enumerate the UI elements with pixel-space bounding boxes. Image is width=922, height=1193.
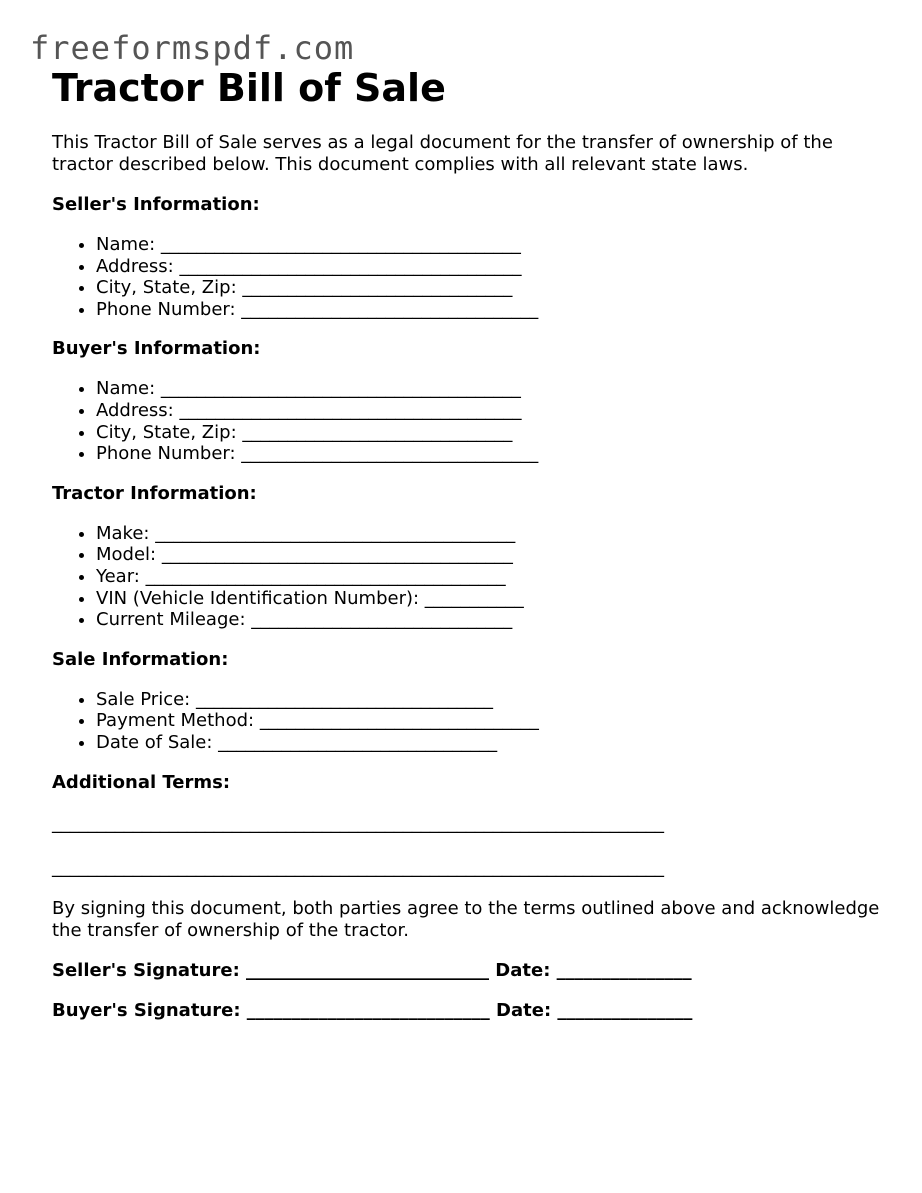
seller-city-state-zip-field[interactable]: • City, State, Zip: ______________________________ bbox=[96, 277, 882, 299]
closing-paragraph: By signing this document, both parties agree to the terms outlined above and acknowledge the transfer of ownership of the tractor. bbox=[52, 897, 880, 941]
additional-terms-heading: Additional Terms: bbox=[52, 771, 231, 793]
page-title: Tractor Bill of Sale bbox=[52, 66, 446, 110]
buyer-fields-list bbox=[52, 378, 882, 464]
seller-fields-list bbox=[52, 234, 882, 320]
seller-section-heading: Seller's Information: bbox=[52, 194, 260, 215]
tractor-mileage-field[interactable]: • Current Mileage: _____________________________ bbox=[96, 609, 882, 631]
buyer-signature-line[interactable]: Buyer's Signature: ___________________________ Date: _______________ bbox=[52, 999, 693, 1021]
date-of-sale-field[interactable]: • Date of Sale: _______________________________ bbox=[96, 732, 882, 754]
sale-fields-list bbox=[52, 689, 882, 754]
buyer-address-field[interactable]: • Address: ______________________________________ bbox=[96, 400, 882, 422]
tractor-model-field[interactable]: • Model: _______________________________________ bbox=[96, 544, 882, 566]
sale-section-heading: Sale Information: bbox=[52, 648, 229, 670]
payment-method-field[interactable]: • Payment Method: _______________________________ bbox=[96, 710, 882, 732]
buyer-phone-field[interactable]: • Phone Number: _________________________________ bbox=[96, 443, 882, 465]
additional-terms-line[interactable]: ____________________________________________________________________ bbox=[52, 812, 664, 834]
tractor-year-field[interactable]: • Year: ________________________________________ bbox=[96, 566, 882, 588]
buyer-name-field[interactable]: • Name: ________________________________________ bbox=[96, 378, 882, 400]
additional-terms-block bbox=[52, 813, 882, 879]
seller-phone-field[interactable]: • Phone Number: _________________________________ bbox=[96, 299, 882, 321]
additional-terms-line[interactable]: ____________________________________________________________________ bbox=[52, 856, 664, 878]
seller-name-field[interactable]: • Name: ________________________________________ bbox=[96, 234, 882, 256]
document-body bbox=[52, 64, 882, 1022]
sale-price-field[interactable]: • Sale Price: _________________________________ bbox=[96, 689, 882, 711]
tractor-vin-field[interactable]: • VIN (Vehicle Identification Number): ___________ bbox=[96, 588, 882, 610]
tractor-make-field[interactable]: • Make: ________________________________________ bbox=[96, 523, 882, 545]
buyer-city-state-zip-field[interactable]: • City, State, Zip: ______________________________ bbox=[96, 422, 882, 444]
tractor-fields-list bbox=[52, 523, 882, 631]
intro-paragraph: This Tractor Bill of Sale serves as a legal document for the transfer of ownership of the tractor described below. This document complies with all relevant state laws. bbox=[52, 132, 833, 175]
site-watermark: freeformspdf.com bbox=[30, 29, 355, 67]
seller-signature-line[interactable]: Seller's Signature: ___________________________ Date: _______________ bbox=[52, 959, 692, 981]
seller-address-field[interactable]: • Address: ______________________________________ bbox=[96, 256, 882, 278]
tractor-section-heading: Tractor Information: bbox=[52, 482, 257, 504]
buyer-section-heading: Buyer's Information: bbox=[52, 338, 261, 360]
